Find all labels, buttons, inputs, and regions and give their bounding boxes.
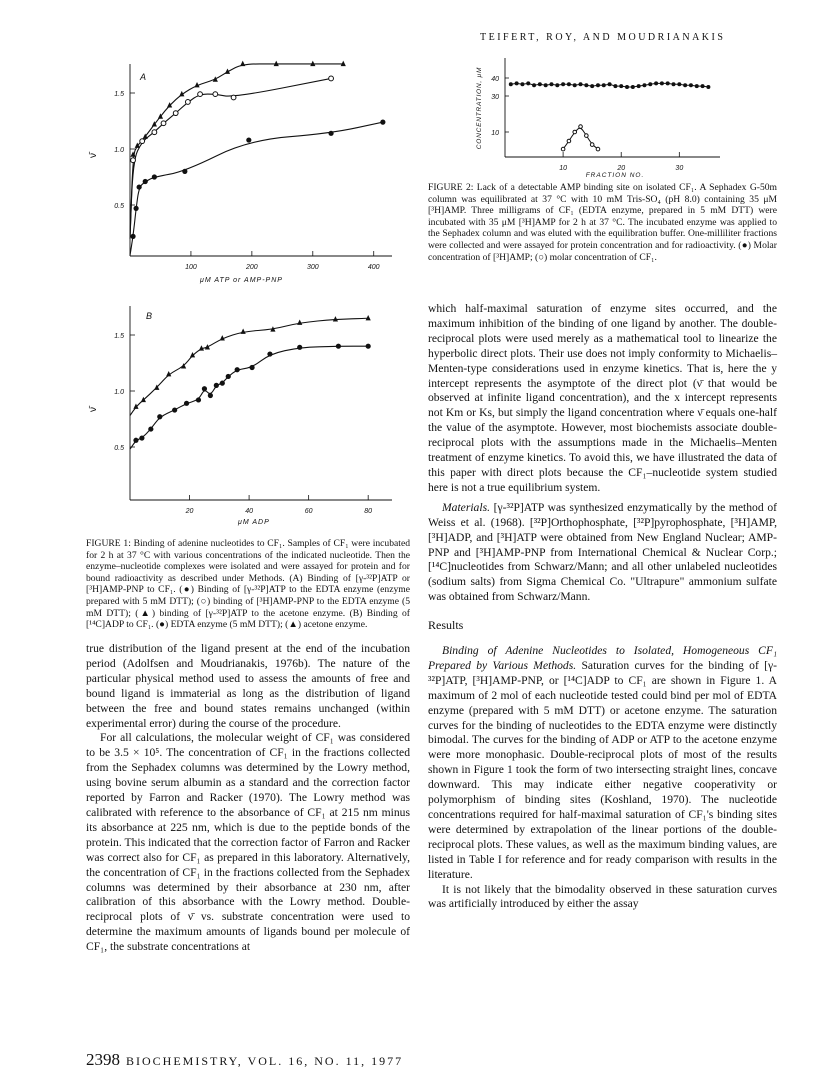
panel-b-label: B (146, 311, 153, 321)
filled-circle-marker (139, 435, 144, 440)
filled-circle-marker (137, 184, 142, 189)
filled-circle-marker (538, 82, 542, 86)
triangle-marker (167, 102, 172, 107)
materials-heading: Materials. (442, 500, 490, 514)
filled-circle-marker (328, 131, 333, 136)
filled-circle-marker (666, 81, 670, 85)
filled-circle-marker (235, 367, 240, 372)
fig2-y-axis-label: CONCENTRATION, μM (476, 66, 483, 150)
open-circle-marker (152, 130, 157, 135)
paragraph: which half-maximal saturation of enzyme sites occurred, and the maximum inhibition of the binding of one ligand by another. The double-reciprocal plots were used merely as a mathematical tool to linearize the hyperbolic direct plots. Their use does not imply conformity to Michaelis–Menten-type considerations used in enzyme kinetics. That is, here the y intercept represents the asymptote of the direct plot (ν̄ that would be observed at infinite ligand concentration), and the x intercept represents not Km or Ks, but simply the ligand concentration where ν̄ equals one-half the value of the asymptote. However, most biochemists associate double-reciprocal plots with the assumptions made in the Michaelis–Menten treatment of enzyme kinetics. To avoid this, we have illustrated the data of this paper with direct plots because the CF₁–nucleotide system studied here is not a true equilibrium system. (428, 302, 777, 494)
x-tick-label: 60 (304, 508, 313, 515)
y-tick-label: 1.0 (114, 389, 124, 396)
filled-circle-marker (637, 84, 641, 88)
filled-circle-marker (677, 82, 681, 86)
filled-circle-marker (297, 345, 302, 350)
filled-circle-marker (202, 386, 207, 391)
triangle-marker (241, 328, 246, 333)
right-column (428, 302, 777, 912)
filled-circle-marker (561, 82, 565, 86)
open-circle-marker (329, 76, 334, 81)
open-circle-marker (173, 111, 178, 116)
filled-circle-marker (689, 83, 693, 87)
x-tick-label: 80 (364, 508, 373, 515)
binding-paragraph: Binding of Adenine Nucleotides to Isolated, Homogeneous CF₁ Prepared by Various Methods. Saturation curves for the binding of [γ-³²P]ATP, [³H]AMP-PNP, or [¹⁴C]ADP to CF₁ are shown in Figure 1. A maximum of 2 mol of each nucleotide tested could bind per mol of EDTA enzyme (prepared with 5 mM DTT) or acetone enzyme. The saturation curves for the binding of nucleotides to the EDTA enzyme were distinctly bimodal. The curves for the binding of ADP or ATP to the acetone enzyme were more monophasic. Double-reciprocal plots of most of the results shown in Figure 1 took the form of two intersecting straight lines, concave downward. This may indicate either negative cooperativity or polymorphism of binding sites (Koshland, 1970). The nucleotide concentrations required for half-maximal saturation of CF₁'s binding sites were determined by extrapolation of the linear portions of the double-reciprocal plots. These values, as well as the maximum binding values, are listed in Table I for reference and for ready comparison with results in the literature. (428, 644, 778, 881)
x-tick-label: 300 (306, 264, 319, 271)
filled-circle-marker (336, 344, 341, 349)
filled-circle-marker (602, 83, 606, 87)
x-axis-label-a: μM ATP or AMP-PNP (200, 277, 283, 284)
figure1-panel-b (88, 306, 392, 526)
filled-circle-marker (619, 84, 623, 88)
filled-circle-marker (366, 344, 371, 349)
filled-circle-marker (631, 85, 635, 89)
triangle-marker (297, 319, 302, 324)
filled-circle-marker (130, 234, 135, 239)
figure2 (476, 58, 720, 179)
filled-circle-marker (654, 81, 658, 85)
filled-circle-marker (648, 82, 652, 86)
page-number: 2398 (86, 1050, 120, 1069)
x-tick-label: 30 (675, 165, 684, 172)
paragraph: It is not likely that the bimodality observed in these saturation curves was artificially introduced by either the assay (428, 882, 777, 911)
filled-circle-marker (214, 383, 219, 388)
saturation-curve (130, 64, 343, 239)
filled-circle-marker (573, 83, 577, 87)
triangle-marker (133, 403, 138, 408)
filled-circle-marker (526, 81, 530, 85)
filled-circle-marker (157, 414, 162, 419)
filled-circle-marker (579, 82, 583, 86)
x-tick-label: 10 (559, 165, 568, 172)
saturation-curve (130, 122, 383, 255)
open-circle-marker (185, 100, 190, 105)
triangle-marker (366, 315, 371, 320)
filled-circle-marker (182, 169, 187, 174)
x-axis-label-b: μM ADP (238, 519, 270, 526)
filled-circle-marker (148, 426, 153, 431)
filled-circle-marker (683, 83, 687, 87)
triangle-marker (240, 61, 245, 66)
filled-circle-marker (152, 174, 157, 179)
figure2-caption: FIGURE 2: Lack of a detectable AMP binding site on isolated CF₁. A Sephadex G-50m column was equilibrated at 37 °C with 10 mM Tris-SO₄ (pH 8.0) containing 35 μM [³H]AMP. Three milligrams of CF₁ (EDTA enzyme, prepared in 5 mM DTT) were incubated with 35 μM [³H]AMP for 2 h at 37 °C. The incubated enzyme was applied to the Sephadex column and was eluted with the equilibration buffer. One-milliliter fractions were collected and were assayed for protein concentration and for radioactivity. (●) Molar concentration of [³H]AMP; (○) molar concentration of CF₁. (428, 182, 777, 263)
paragraph: For all calculations, the molecular weight of CF₁ was considered to be 3.5 × 10⁵. The concentration of CF₁ in the fractions collected from the Sephadex columns was determined by the Lowry method, using bovine serum albumin as a standard and the correction factor reported by Farron and Racker (1970). The Lowry method was calibrated with reference to the absorbance of CF₁ at 215 nm minus its absorbance at 225 nm, which is due to the peptide bonds of the protein. This indicated that the correction factor of Farron and Racker was correct also for CF₁ as prepared in this laboratory. Alternatively, the concentration of CF₁ in the fractions collected from the Sephadex columns was determined by their absorbance at 230 nm, after calibration of this absorbance with the Lowry method. Double-reciprocal plots of ν̄ vs. substrate concentration were used to determine the maximum amounts of ligands bound per molecule of CF₁, the substrate concentrations at (86, 731, 410, 954)
running-header: TEIFERT, ROY, AND MOUDRIANAKIS (480, 32, 726, 43)
y-tick-label: 10 (491, 130, 499, 137)
open-circle-marker (567, 139, 571, 143)
saturation-curve (130, 346, 368, 449)
filled-circle-marker (246, 137, 251, 142)
filled-circle-marker (380, 120, 385, 125)
open-circle-marker (573, 130, 577, 134)
page-footer (86, 1050, 403, 1070)
filled-circle-marker (672, 82, 676, 86)
filled-circle-marker (196, 397, 201, 402)
filled-circle-marker (608, 82, 612, 86)
open-circle-marker (140, 139, 145, 144)
results-heading: Results (428, 618, 464, 633)
figure1-panel-a (88, 61, 392, 284)
filled-circle-marker (520, 82, 524, 86)
open-circle-marker (579, 125, 583, 129)
filled-circle-marker (172, 407, 177, 412)
open-circle-marker (131, 158, 136, 163)
filled-circle-marker (532, 83, 536, 87)
filled-circle-marker (267, 351, 272, 356)
triangle-marker (213, 76, 218, 81)
y-tick-label: 40 (491, 76, 499, 83)
filled-circle-marker (660, 81, 664, 85)
y-axis-label-b: ν̄ (88, 407, 99, 412)
y-tick-label: 30 (491, 94, 499, 101)
binding-heading: Binding of Adenine Nucleotides to Isolated, Homogeneous CF₁ Prepared by Various Methods. (428, 644, 777, 672)
x-tick-label: 20 (185, 508, 194, 515)
fig2-x-axis-label: FRACTION NO. (585, 172, 645, 179)
filled-circle-marker (143, 179, 148, 184)
filled-circle-marker (515, 81, 519, 85)
x-tick-label: 200 (246, 264, 258, 271)
y-axis-label: ν̄ (88, 153, 99, 158)
triangle-marker (333, 316, 338, 321)
filled-circle-marker (695, 84, 699, 88)
figure1-caption: FIGURE 1: Binding of adenine nucleotides to CF₁. Samples of CF₁ were incubated for 2 h at 37 °C with various concentrations of the indicated nucleotide. Then the enzyme–nucleotide complexes were isolated and were assayed for protein and for bound radioactivity as described under Methods. (A) Binding of [γ-³²P]ATP or [³H]AMP-PNP to CF₁. (●) Binding of [γ-³²P]ATP to the EDTA enzyme (enzyme prepared with 5 mM DTT); (○) binding of [³H]AMP-PNP to the EDTA enzyme (5 mM DTT); (▲) binding of [γ-³²P]ATP to the acetone enzyme. (B) Binding of [¹⁴C]ADP to CF₁. (●) EDTA enzyme (5 mM DTT); (▲) acetone enzyme. (86, 538, 410, 631)
filled-circle-marker (701, 84, 705, 88)
filled-circle-marker (555, 83, 559, 87)
y-tick-label: 1.5 (114, 91, 124, 98)
y-tick-label: 0.5 (114, 203, 124, 210)
filled-circle-marker (544, 83, 548, 87)
filled-circle-marker (184, 401, 189, 406)
x-tick-label: 100 (185, 264, 197, 271)
y-tick-label: 1.5 (114, 333, 124, 340)
filled-circle-marker (509, 82, 513, 86)
paragraph: true distribution of the ligand present at the end of the incubation period (Adolfsen and Moudrianakis, 1976b). The nature of the particular physical method used to assess the amounts of free and bound ligand is immaterial as long as the distribution of ligand between the free and bound states remains unchanged (within experimental error) during the course of the procedure. (86, 642, 410, 730)
filled-circle-marker (584, 83, 588, 87)
open-circle-marker (213, 92, 218, 97)
x-tick-label: 20 (617, 165, 626, 172)
open-circle-marker (161, 121, 166, 126)
filled-circle-marker (625, 85, 629, 89)
filled-circle-marker (220, 381, 225, 386)
filled-circle-marker (226, 374, 231, 379)
filled-circle-marker (249, 365, 254, 370)
x-tick-label: 40 (245, 508, 253, 515)
filled-circle-marker (133, 206, 138, 211)
filled-circle-marker (549, 82, 553, 86)
open-circle-marker (590, 143, 594, 147)
open-circle-marker (198, 92, 203, 97)
left-column (86, 642, 410, 955)
filled-circle-marker (208, 393, 213, 398)
x-tick-label: 400 (367, 264, 380, 271)
saturation-curve (130, 78, 331, 238)
open-circle-marker (561, 147, 565, 151)
open-circle-marker (231, 95, 236, 100)
filled-circle-marker (596, 83, 600, 87)
filled-circle-marker (706, 85, 710, 89)
open-circle-marker (596, 147, 600, 151)
open-circle-marker (585, 134, 589, 138)
filled-circle-marker (590, 84, 594, 88)
filled-circle-marker (567, 82, 571, 86)
filled-circle-marker (642, 83, 646, 87)
triangle-marker (205, 344, 210, 349)
y-tick-label: 0.5 (114, 445, 124, 452)
panel-a-label: A (140, 72, 147, 82)
filled-circle-marker (133, 438, 138, 443)
filled-circle-marker (613, 84, 617, 88)
y-tick-label: 1.0 (114, 147, 124, 154)
materials-paragraph: Materials. [γ-³²P]ATP was synthesized enzymatically by the method of Weiss et al. (1968). [³²P]Orthophosphate, [³²P]pyrophosphate, [³H]AMP, [³H]ADP, and [³H]ATP were obtained from New England Nuclear; AMP-PNP and [³H]AMP-PNP from International Chemical & Nuclear Corp.; [¹⁴C]nucleotides from Schwarz/Mann; and all other unlabeled nucleotides (sodium salts) from Sigma Chemical Co. "Ultrapure" ammonium sulfate was obtained from Schwarz/Mann. (428, 500, 777, 604)
journal-name: BIOCHEMISTRY, VOL. 16, NO. 11, 1977 (126, 1054, 404, 1068)
